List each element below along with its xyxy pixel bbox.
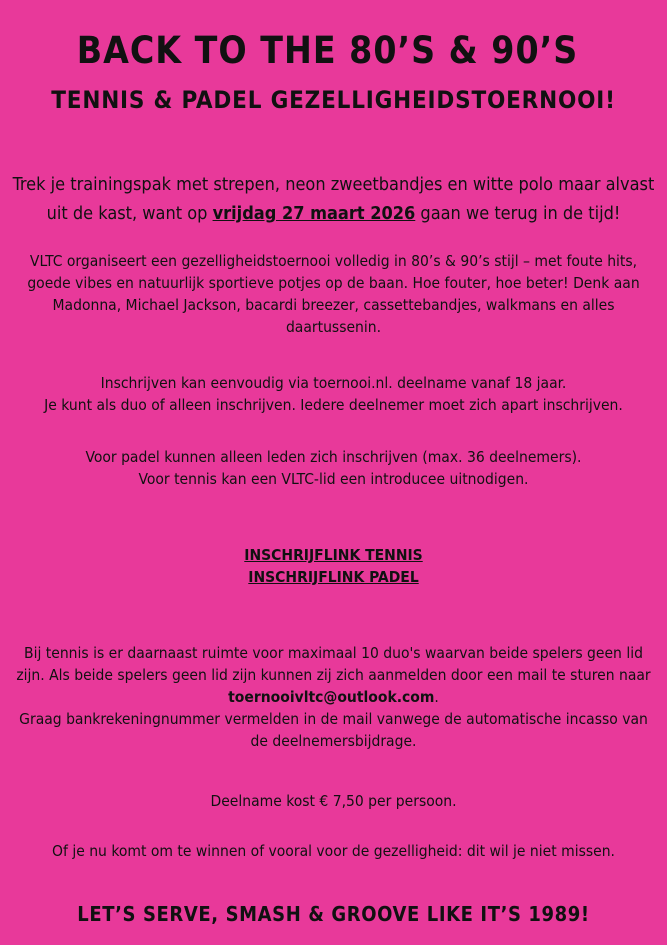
participation-paragraph <box>10 446 657 490</box>
signup-paragraph <box>10 372 657 416</box>
tennis-info: Voor tennis kan een VLTC-lid een introducee uitnodigen. <box>138 470 529 488</box>
closing-text: Of je nu komt om te winnen of vooral voor de gezelligheid: dit wil je niet missen. <box>52 842 615 860</box>
padel-info: Voor padel kunnen alleen leden zich inschrijven (max. 36 deelnemers). <box>85 448 582 466</box>
padel-signup-link[interactable]: INSCHRIJFLINK PADEL <box>248 568 419 586</box>
signup-line-2: Je kunt als duo of alleen inschrijven. Iedere deelnemer moet zich apart inschrijven. <box>44 396 623 414</box>
price-text: Deelname kost € 7,50 per persoon. <box>210 792 457 810</box>
guest-paragraph <box>10 642 657 752</box>
intro-text-after: gaan we terug in de tijd! <box>415 203 621 224</box>
signup-links <box>10 544 657 588</box>
description-paragraph: VLTC organiseert een gezelligheidstoernooi volledig in 80’s & 90’s stijl – met foute hits, goede vibes en natuurlijk sportieve potjes op de baan. Hoe fouter, hoe beter! Denk aan Madonna, Michael Jackson, bacardi breezer, cassettebandjes, walkmans en alles daartussenin. <box>27 252 640 336</box>
signup-line-1: Inschrijven kan eenvoudig via toernooi.nl. deelname vanaf 18 jaar. <box>100 374 567 392</box>
contact-email[interactable]: toernooivltc@outlook.com <box>228 688 435 706</box>
footer-slogan: LET’S SERVE, SMASH & GROOVE LIKE IT’S 1989! <box>77 902 590 926</box>
page-title: BACK TO THE 80’S & 90’S <box>76 29 579 72</box>
guest-text: Bij tennis is er daarnaast ruimte voor maximaal 10 duo's waarvan beide spelers geen lid zijn. Als beide spelers geen lid zijn kunnen zij zich aanmelden door een mail te sturen naar <box>16 644 651 684</box>
intro-paragraph <box>10 170 657 228</box>
bank-note: Graag bankrekeningnummer vermelden in de mail vanwege de automatische incasso van de deelnemersbijdrage. <box>19 710 648 750</box>
intro-text-before: Trek je trainingspak met strepen, neon zweetbandjes en witte polo maar alvast uit de kast, want op <box>12 174 655 224</box>
guest-text-end: . <box>434 688 439 706</box>
tennis-signup-link[interactable]: INSCHRIJFLINK TENNIS <box>244 546 423 564</box>
event-date: vrijdag 27 maart 2026 <box>212 203 416 224</box>
page-subtitle: TENNIS & PADEL GEZELLIGHEIDSTOERNOOI! <box>51 86 616 114</box>
